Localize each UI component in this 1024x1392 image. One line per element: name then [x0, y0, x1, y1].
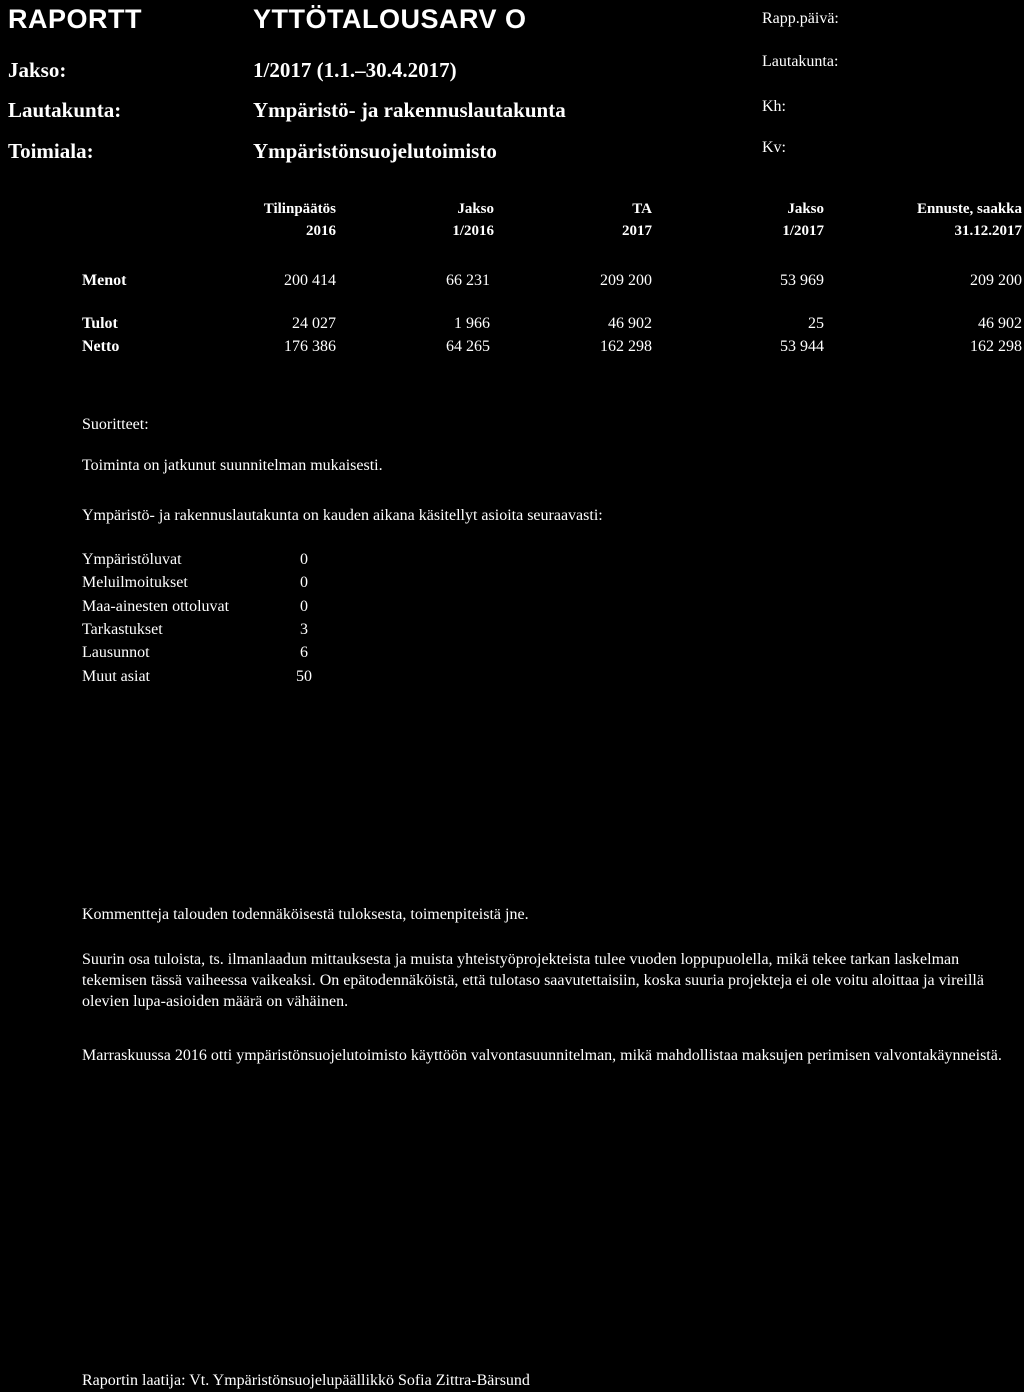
table-cell: 24 027 — [292, 315, 336, 332]
department-value: Ympäristönsuojelutoimisto — [253, 139, 497, 163]
stat-label: Lausunnot — [82, 644, 150, 661]
report-date-label: Rapp.päivä: — [762, 10, 839, 27]
kh-label: Kh: — [762, 98, 786, 115]
period-label: Jakso: — [8, 58, 67, 82]
table-cell: 66 231 — [446, 272, 490, 289]
column-header-jakso-2016: Jakso 1/2016 — [452, 201, 494, 239]
row-label-netto: Netto — [82, 338, 120, 355]
table-cell: 209 200 — [970, 272, 1022, 289]
suoritteet-paragraph-2: Ympäristö- ja rakennuslautakunta on kauden aikana käsitellyt asioita seuraavasti: — [82, 507, 603, 524]
comments-paragraph-1: Suurin osa tuloista, ts. ilmanlaadun mittauksesta ja muista yhteistyöprojekteista tulee vuoden loppupuolella, mikä tekee tarkan laskelman tekemisen tässä vaiheessa vaikeaksi. On epätodennäköistä, että tulotaso saavutettaisiin, koska suuria projekteja ei ole voitu aloittaa ja vireillä olevien lupa-asioiden määrä on vähäinen. — [82, 951, 984, 1010]
table-cell: 53 944 — [780, 338, 824, 355]
stat-value: 6 — [300, 644, 308, 661]
table-cell: 1 966 — [454, 315, 490, 332]
department-label: Toimiala: — [8, 139, 94, 163]
row-label-menot: Menot — [82, 272, 127, 289]
table-cell: 209 200 — [600, 272, 652, 289]
table-cell: 64 265 — [446, 338, 490, 355]
stat-value: 0 — [300, 598, 308, 615]
table-cell: 53 969 — [780, 272, 824, 289]
report-title-left: RAPORTT — [8, 4, 142, 34]
table-cell: 200 414 — [284, 272, 336, 289]
table-cell: 162 298 — [970, 338, 1022, 355]
board-label: Lautakunta: — [8, 98, 122, 122]
comments-paragraph-2: Marraskuussa 2016 otti ympäristönsuojelutoimisto käyttöön valvontasuunnitelman, mikä mahdollistaa maksujen perimisen valvontakäynneistä. — [82, 1047, 1002, 1064]
table-cell: 176 386 — [284, 338, 336, 355]
column-header-tilinpaatos: Tilinpäätös 2016 — [263, 201, 336, 239]
report-author: Raportin laatija: Vt. Ympäristönsuojelupäällikkö Sofia Zittra-Bärsund — [82, 1372, 530, 1389]
column-header-ta-2017: TA 2017 — [622, 201, 652, 239]
stat-value: 0 — [300, 551, 308, 568]
report-title-right: YTTÖTALOUSARV O — [253, 4, 527, 34]
stat-value: 0 — [300, 574, 308, 591]
comments-heading: Kommentteja talouden todennäköisestä tuloksesta, toimenpiteistä jne. — [82, 906, 529, 923]
stat-value: 50 — [296, 668, 312, 685]
table-cell: 46 902 — [978, 315, 1022, 332]
stat-label: Muut asiat — [82, 668, 150, 685]
stat-label: Tarkastukset — [82, 621, 163, 638]
table-cell: 25 — [808, 315, 824, 332]
table-cell: 162 298 — [600, 338, 652, 355]
board-value: Ympäristö- ja rakennuslautakunta — [253, 98, 566, 122]
suoritteet-paragraph-1: Toiminta on jatkunut suunnitelman mukaisesti. — [82, 457, 383, 474]
table-cell: 46 902 — [608, 315, 652, 332]
row-label-tulot: Tulot — [82, 315, 118, 332]
stat-label: Maa-ainesten ottoluvat — [82, 598, 230, 615]
stat-label: Meluilmoitukset — [82, 574, 188, 591]
period-value: 1/2017 (1.1.–30.4.2017) — [253, 58, 457, 82]
board-right-label: Lautakunta: — [762, 53, 839, 70]
section-heading-suoritteet: Suoritteet: — [82, 416, 149, 433]
kv-label: Kv: — [762, 139, 786, 156]
column-header-jakso-2017: Jakso 1/2017 — [782, 201, 824, 239]
column-header-ennuste: Ennuste, saakka 31.12.2017 — [916, 201, 1022, 239]
stat-value: 3 — [300, 621, 308, 638]
stat-label: Ympäristöluvat — [82, 551, 182, 568]
